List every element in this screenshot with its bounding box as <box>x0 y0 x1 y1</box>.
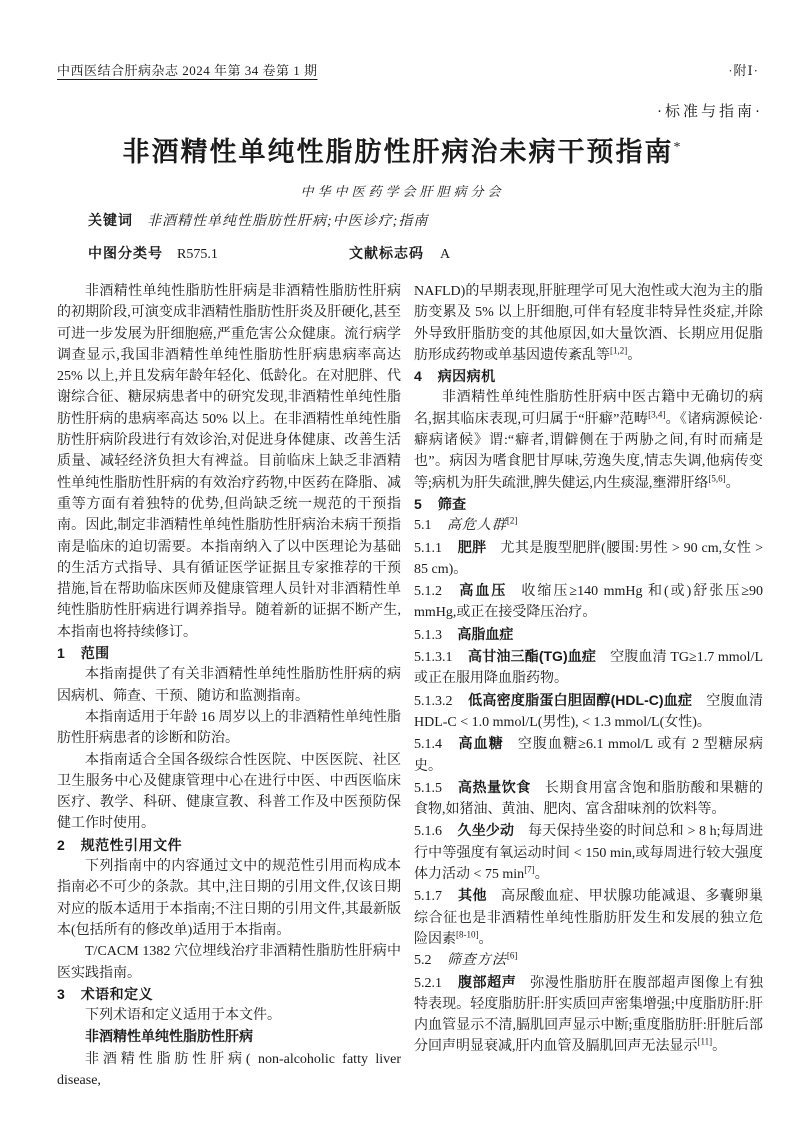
text-segment: 5.1.2 <box>414 584 442 600</box>
text-segment: 。 <box>627 347 642 363</box>
references-paragraph-1 <box>57 856 401 941</box>
text-segment: 非酒精性脂肪性肝病( non-alcoholic fatty liver disease, <box>57 1051 401 1088</box>
clause-5-1-2-hypertension <box>414 580 763 624</box>
doccode-label: 文献标志码 <box>349 245 424 261</box>
text-segment: 高危人群 <box>446 518 507 534</box>
text-segment: 本指南适合全国各级综合性医院、中医医院、社区卫生服务中心及健康管理中心在进行中医、中西医临床医疗、教学、科研、健康宣教、科普工作及中医预防保健工作时使用。 <box>57 752 401 832</box>
article-meta <box>88 210 728 276</box>
etiology-paragraph <box>414 387 763 493</box>
text-segment: 5.1.4 <box>414 737 442 753</box>
text-segment: 病因病机 <box>437 368 496 385</box>
text-segment: NAFLD)的早期表现,肝脏理学可见大泡性或大泡为主的脂肪变累及 5% 以上肝细胞,可伴有轻度非特异性炎症,并除外导致肝脂肪变的其他原因,如大量饮酒、长期应用促脂肪形成药物或单基因遗传紊乱等 <box>414 284 763 363</box>
text-segment: 2 <box>57 836 66 853</box>
heading-2-normative-references <box>57 835 401 856</box>
page-marker: ·附Ⅰ· <box>728 63 759 78</box>
text-segment: 筛查 <box>437 495 467 512</box>
title-block <box>0 130 805 169</box>
text-segment: 空腹血清 TG≥1.7 mmol/L 或正在服用降血脂药物。 <box>414 650 763 687</box>
text-segment: 5.1.3 <box>414 627 442 643</box>
text-segment: 。 <box>478 931 493 947</box>
text-segment: 5.2 <box>414 953 432 969</box>
text-segment: 高尿酸血症、甲状腺功能减退、多囊卵巢综合征也是非酒精性单纯性脂肪肝发生和发展的独立危险因素 <box>414 889 764 947</box>
text-segment: 规范性引用文件 <box>80 836 183 853</box>
left-column <box>57 281 401 1091</box>
text-segment: 弥漫性脂肪肝在腹部超声图像上有独特表现。轻度脂肪肝:肝实质回声密集增强;中度脂肪肝:肝内血管显示不清,膈肌回声显示中断;重度脂肪肝:肝脏后部分回声明显衰减,肝内血管及膈肌回声无法显示 <box>414 975 764 1055</box>
text-segment: 下列指南中的内容通过文中的规范性引用而构成本指南必不可少的条款。其中,注日期的引用文件,仅该日期对应的版本适用于本指南;不注日期的引用文件,其最新版本(包括所有的修改单)适用于本指南。 <box>57 859 401 938</box>
text-segment: 术语和定义 <box>80 985 154 1002</box>
text-segment: 。 <box>725 475 740 491</box>
terms-definition-continued <box>414 281 763 366</box>
reference-superscript: [6] <box>506 950 518 961</box>
clause-5-1-4-hyperglycemia <box>414 733 763 777</box>
text-segment: 5.1 <box>414 518 432 534</box>
text-segment: 高血糖 <box>457 735 504 752</box>
heading-5-screening <box>414 494 763 515</box>
intro-paragraph <box>57 281 401 643</box>
text-segment: 低高密度脂蛋白胆固醇(HDL-C)血症 <box>467 691 693 708</box>
text-segment: 5.1.3.2 <box>414 693 453 709</box>
text-segment: T/CACM 1382 穴位埋线治疗非酒精性脂肪性肝病中医实践指南。 <box>57 944 401 981</box>
text-segment: 非酒精性单纯性脂肪性肝病中医古籍中无确切的病名,据其临床表现,可归属于“肝癖”范畴 <box>414 390 763 427</box>
text-segment: 尤其是腹型肥胖(腰围:男性 > 90 cm,女性 > 85 cm)。 <box>414 540 764 577</box>
text-segment: 本指南提供了有关非酒精性单纯性脂肪性肝病的病因病机、筛查、干预、随访和监测指南。 <box>57 667 401 704</box>
text-segment: 筛查方法 <box>446 953 507 969</box>
text-segment: 长期食用富含饱和脂肪酸和果糖的食物,如猪油、黄油、肥肉、富含甜味剂的饮料等。 <box>414 780 764 818</box>
scope-paragraph-1 <box>57 664 401 707</box>
text-segment: 5.1.1 <box>414 540 442 556</box>
keywords-label: 关键词 <box>88 212 133 228</box>
right-column <box>414 281 763 1058</box>
text-segment: 。 <box>534 867 549 883</box>
text-segment: 5.1.7 <box>414 889 442 905</box>
clause-5-1-6-sedentary <box>414 820 763 885</box>
terms-definition-start <box>57 1049 401 1092</box>
text-segment: 5.1.5 <box>414 780 442 796</box>
text-segment: 1 <box>57 645 66 662</box>
terms-term-bold <box>57 1026 401 1048</box>
clc-label: 中图分类号 <box>88 245 163 261</box>
clause-5-1-3-1-tg <box>414 646 763 690</box>
subheading-5-2-screening-methods <box>414 950 763 971</box>
keywords-row <box>88 210 728 232</box>
clause-5-2-1-abdominal-ultrasound <box>414 972 763 1058</box>
text-segment: 每天保持坐姿的时间总和 > 8 h;每周进行中等强度有氧运动时间 < 150 min,或每周进行较大强度体力活动 < 75 min <box>414 824 764 883</box>
reference-superscript: [3,4] <box>648 409 666 420</box>
text-segment: 高血压 <box>457 582 508 599</box>
reference-superscript: [11] <box>697 1036 713 1047</box>
text-segment: 5.1.6 <box>414 824 442 840</box>
page-title <box>123 137 683 167</box>
clause-5-1-3-hyperlipidemia <box>414 624 763 646</box>
title-asterisk: * <box>673 140 683 155</box>
scope-paragraph-2 <box>57 707 401 750</box>
column-section-marker: ·标准与指南· <box>657 104 763 120</box>
text-segment: 本指南适用于年龄 16 周岁以上的非酒精性单纯性脂肪性肝病患者的诊断和防治。 <box>57 709 401 747</box>
text-segment: 腹部超声 <box>457 973 517 990</box>
doccode-value: A <box>440 247 451 262</box>
text-segment: 久坐少动 <box>457 822 515 839</box>
text-segment: 。 <box>712 1039 727 1055</box>
keywords-value: 非酒精性单纯性脂肪性肝病;中医诊疗;指南 <box>147 214 429 229</box>
text-segment: 其他 <box>457 887 488 904</box>
heading-4-etiology <box>414 366 763 387</box>
text-segment: 非酒精性单纯性脂肪性肝病 <box>85 1028 253 1045</box>
text-segment: 肥胖 <box>457 538 487 555</box>
clause-5-1-3-2-hdl <box>414 690 763 734</box>
reference-superscript: [2] <box>506 515 518 526</box>
text-segment: 下列术语和定义适用于本文件。 <box>85 1008 281 1024</box>
reference-superscript: [5,6] <box>708 473 726 484</box>
scope-paragraph-3 <box>57 750 401 835</box>
text-segment: 收缩压≥140 mmHg 和(或)舒张压≥90 mmHg,或正在接受降压治疗。 <box>414 584 763 621</box>
clause-5-1-1-obesity <box>414 537 763 581</box>
author-line: 中华中医药学会肝胆病分会 <box>300 184 505 199</box>
text-segment: 范围 <box>80 645 110 662</box>
text-segment: 空腹血清 HDL-C < 1.0 mmol/L(男性), < 1.3 mmol/L(女性)。 <box>414 693 763 730</box>
classification-row <box>88 243 728 265</box>
reference-superscript: [1,2] <box>610 345 628 356</box>
heading-3-terms <box>57 984 401 1005</box>
text-segment: 5.1.3.1 <box>414 650 453 666</box>
text-segment: 高甘油三酯(TG)血症 <box>467 648 597 665</box>
text-segment: 5.2.1 <box>414 975 442 991</box>
journal-name: 中西医结合肝病杂志 2024 年第 34 卷第 1 期 <box>57 63 318 78</box>
subheading-5-1-high-risk <box>414 515 763 536</box>
page-title-text: 非酒精性单纯性脂肪性肝病治未病干预指南 <box>122 137 674 167</box>
text-segment: 4 <box>414 368 423 385</box>
text-segment: 空腹血糖≥6.1 mmol/L 或有 2 型糖尿病史。 <box>414 737 763 774</box>
text-segment: 5 <box>414 495 423 512</box>
clause-5-1-5-high-calorie-diet <box>414 777 763 821</box>
text-segment: 高热量饮食 <box>457 778 531 795</box>
references-paragraph-2 <box>57 941 401 984</box>
reference-superscript: [8-10] <box>456 929 479 940</box>
text-segment: 非酒精性单纯性脂肪性肝病是非酒精性脂肪性肝病的初期阶段,可演变成非酒精性脂肪性肝炎及肝硬化,甚至可进一步发展为肝细胞癌,严重危害公众健康。流行病学调查显示,我国非酒精性单纯性脂肪性肝病患病率高达 25% 以上,并且发病年龄年轻化、低龄化。在对肥胖、代谢综合征、糖尿病患者中的研究发现,非酒精性单纯性脂肪性肝病的患病率高达 50% 以上。在非酒精性单纯性脂肪性肝病阶段进行有效诊治,对促进身体健康、改善生活质量、减轻经济负担大有裨益。目前临床上缺乏非酒精性单纯性脂肪性肝病的有效治疗药物,中医药在降脂、减重等方面有着独特的优势,但尚缺乏统一规范的干预指南。因此,制定非酒精性单纯性脂肪性肝病治未病干预指南是临床的迫切需要。本指南纳入了以中医理论为基础的生活方式指导、具有循证医学证据且专家推荐的干预措施,旨在帮助临床医师及健康管理人员针对非酒精性单纯性脂肪性肝病进行调养指导。随着新的证据不断产生,本指南也将持续修订。 <box>57 284 401 640</box>
heading-1-scope <box>57 643 401 664</box>
terms-paragraph-1 <box>57 1005 401 1026</box>
clc-value: R575.1 <box>177 247 218 262</box>
clause-5-1-7-other <box>414 885 763 950</box>
text-segment: 。《诸病源候论·癖病诸候》谓:“癖者,谓僻侧在于两胁之间,有时而痛是也”。病因为嗜食肥甘厚味,劳逸失度,情志失调,他病传变等;病机为肝失疏泄,脾失健运,内生痰湿,壅滞肝络 <box>414 411 763 491</box>
text-segment: 3 <box>57 985 66 1002</box>
text-segment: 高脂血症 <box>457 625 514 642</box>
reference-superscript: [7] <box>524 864 535 875</box>
